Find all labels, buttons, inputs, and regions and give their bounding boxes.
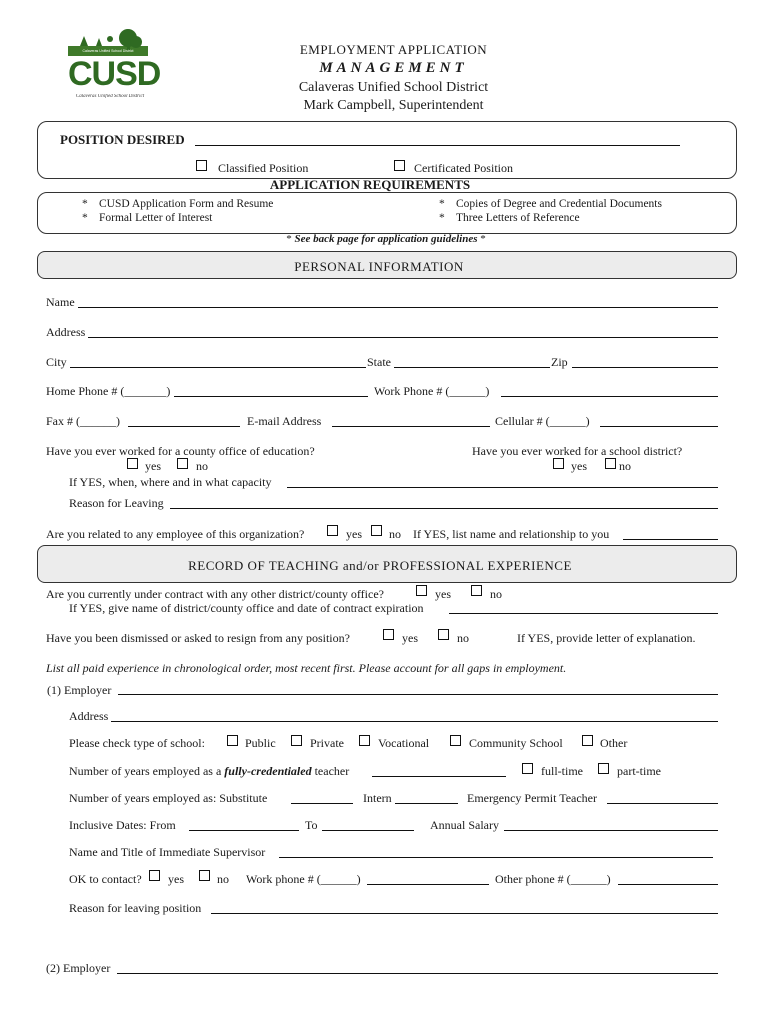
yes-label: yes: [168, 872, 184, 886]
intern-field[interactable]: [395, 803, 458, 804]
requirement-item: Formal Letter of Interest: [99, 212, 213, 224]
form-title: EMPLOYMENT APPLICATION: [299, 42, 488, 57]
date-from-field[interactable]: [189, 830, 299, 831]
requirement-item: Copies of Degree and Credential Documents: [456, 198, 662, 210]
contract-if-yes-label: If YES, give name of district/county office and date of contract expiration: [69, 601, 424, 615]
ok-contact-no-checkbox[interactable]: [199, 870, 210, 881]
no-label: no: [196, 459, 208, 473]
bullet-icon: *: [439, 212, 445, 224]
state-field[interactable]: [394, 367, 550, 368]
yes-label: yes: [145, 459, 161, 473]
position-desired-field[interactable]: [195, 145, 680, 146]
requirement-item: CUSD Application Form and Resume: [99, 198, 274, 210]
supervisor-field[interactable]: [279, 857, 713, 858]
requirement-item: Three Letters of Reference: [456, 212, 580, 224]
annual-salary-field[interactable]: [504, 830, 718, 831]
classified-label: Classified Position: [218, 161, 309, 175]
name-field[interactable]: [78, 307, 718, 308]
part-time-checkbox[interactable]: [598, 763, 609, 774]
certificated-label: Certificated Position: [414, 161, 513, 175]
employer-address-label: Address: [69, 709, 109, 723]
employer-2-label: (2) Employer: [46, 961, 111, 975]
employer-work-phone-field[interactable]: [367, 884, 489, 885]
school-type-option: Public: [245, 736, 276, 750]
zip-field[interactable]: [572, 367, 718, 368]
school-type-label: Please check type of school:: [69, 736, 205, 750]
guidelines-note: [2, 233, 770, 245]
county-yes-checkbox[interactable]: [127, 458, 138, 469]
email-field[interactable]: [332, 426, 490, 427]
years-substitute-label: Number of years employed as: Substitute: [69, 791, 268, 805]
state-label: State: [367, 355, 391, 369]
years-full-suffix: teacher: [314, 764, 350, 778]
emergency-permit-label: Emergency Permit Teacher: [467, 791, 597, 805]
school-type-option: Vocational: [378, 736, 430, 750]
public-checkbox[interactable]: [227, 735, 238, 746]
yes-label: yes: [346, 527, 362, 541]
vocational-checkbox[interactable]: [359, 735, 370, 746]
other-phone-field[interactable]: [618, 884, 718, 885]
district-name: Calaveras Unified School District: [298, 80, 489, 95]
employer-1-field[interactable]: [118, 694, 718, 695]
district-no-checkbox[interactable]: [605, 458, 616, 469]
school-type-option: Community School: [469, 736, 563, 750]
school-type-option: Private: [310, 736, 344, 750]
requirements-heading: APPLICATION REQUIREMENTS: [269, 177, 471, 192]
name-label: Name: [46, 295, 75, 309]
superintendent-name: Mark Campbell, Superintendent: [303, 98, 484, 113]
no-label: no: [490, 587, 502, 601]
work-phone-field[interactable]: [501, 396, 718, 397]
inclusive-dates-label: Inclusive Dates: From: [69, 818, 176, 832]
years-full-credentialed-field[interactable]: [372, 776, 506, 777]
logo-text: CUSD: [68, 55, 161, 93]
school-type-option: Other: [600, 736, 628, 750]
related-yes-checkbox[interactable]: [327, 525, 338, 536]
fax-field[interactable]: [128, 426, 240, 427]
full-time-checkbox[interactable]: [522, 763, 533, 774]
employer-address-field[interactable]: [111, 721, 718, 722]
intern-label: Intern: [363, 791, 392, 805]
bullet-icon: *: [439, 198, 445, 210]
position-desired-label: POSITION DESIRED: [60, 132, 185, 147]
yes-label: yes: [435, 587, 451, 601]
address-label: Address: [46, 325, 86, 339]
emergency-permit-field[interactable]: [607, 803, 718, 804]
years-full-emphasis: fully-credentialed: [224, 764, 312, 778]
classified-checkbox[interactable]: [196, 160, 207, 171]
experience-instructions: List all paid experience in chronological order, most recent first. Please account for all gaps in employment.: [46, 661, 567, 675]
years-substitute-field[interactable]: [291, 803, 353, 804]
county-no-checkbox[interactable]: [177, 458, 188, 469]
bullet-icon: *: [286, 233, 292, 245]
dismissed-question: Have you been dismissed or asked to resign from any position?: [46, 631, 350, 645]
no-label: no: [457, 631, 469, 645]
logo-subtext: Calaveras Unified School District: [75, 94, 145, 99]
address-field[interactable]: [88, 337, 718, 338]
dismissed-note: If YES, provide letter of explanation.: [517, 631, 696, 645]
employer-2-field[interactable]: [117, 973, 718, 974]
reason-leaving-position-field[interactable]: [211, 913, 718, 914]
date-to-field[interactable]: [322, 830, 414, 831]
logo-banner: Calaveras Unified School District: [82, 49, 134, 53]
reason-leaving-position-label: Reason for leaving position: [69, 901, 202, 915]
annual-salary-label: Annual Salary: [430, 818, 499, 832]
related-no-checkbox[interactable]: [371, 525, 382, 536]
work-phone-label: Work Phone # (______): [374, 384, 490, 398]
if-yes-capacity-label: If YES, when, where and in what capacity: [69, 475, 272, 489]
personal-info-heading: PERSONAL INFORMATION: [294, 259, 464, 274]
position-desired-box: [37, 121, 737, 179]
city-field[interactable]: [70, 367, 366, 368]
form-subtitle: MANAGEMENT: [319, 60, 468, 76]
cellular-label: Cellular # (______): [495, 414, 590, 428]
ok-contact-yes-checkbox[interactable]: [149, 870, 160, 881]
city-label: City: [46, 355, 67, 369]
no-label: no: [389, 527, 401, 541]
part-time-label: part-time: [617, 764, 661, 778]
date-to-label: To: [305, 818, 318, 832]
related-question: Are you related to any employee of this organization?: [46, 527, 305, 541]
yes-label: yes: [402, 631, 418, 645]
no-label: no: [217, 872, 229, 886]
supervisor-label: Name and Title of Immediate Supervisor: [69, 845, 266, 859]
employer-work-phone-label: Work phone # (______): [246, 872, 361, 886]
if-yes-capacity-field[interactable]: [287, 487, 718, 488]
private-checkbox[interactable]: [291, 735, 302, 746]
ok-contact-label: OK to contact?: [69, 872, 142, 886]
bullet-icon: *: [480, 233, 486, 245]
full-time-label: full-time: [541, 764, 583, 778]
contract-if-yes-field[interactable]: [449, 613, 718, 614]
bullet-icon: *: [82, 212, 88, 224]
yes-label: yes: [571, 459, 587, 473]
cellular-field[interactable]: [600, 426, 718, 427]
other-phone-label: Other phone # (______): [495, 872, 611, 886]
years-full-prefix: Number of years employed as a: [69, 764, 222, 778]
county-office-question: Have you ever worked for a county office of education?: [46, 444, 315, 458]
years-full-credentialed-label: [69, 764, 349, 778]
dismissed-yes-checkbox[interactable]: [383, 629, 394, 640]
dismissed-no-checkbox[interactable]: [438, 629, 449, 640]
reason-leaving-label: Reason for Leaving: [69, 496, 164, 510]
fax-label: Fax # (______): [46, 414, 120, 428]
certificated-checkbox[interactable]: [394, 160, 405, 171]
home-phone-label: Home Phone # (_______): [46, 384, 171, 398]
email-label: E-mail Address: [247, 414, 322, 428]
reason-leaving-field[interactable]: [170, 508, 718, 509]
related-if-yes-field[interactable]: [623, 539, 718, 540]
home-phone-field[interactable]: [174, 396, 368, 397]
experience-heading: RECORD OF TEACHING and/or PROFESSIONAL EXPERIENCE: [188, 558, 572, 573]
other-checkbox[interactable]: [582, 735, 593, 746]
contract-yes-checkbox[interactable]: [416, 585, 427, 596]
guidelines-note-text: See back page for application guidelines: [294, 233, 478, 245]
district-yes-checkbox[interactable]: [553, 458, 564, 469]
contract-no-checkbox[interactable]: [471, 585, 482, 596]
community-school-checkbox[interactable]: [450, 735, 461, 746]
related-if-yes-label: If YES, list name and relationship to you: [413, 527, 610, 541]
zip-label: Zip: [551, 355, 568, 369]
bullet-icon: *: [82, 198, 88, 210]
school-district-question: Have you ever worked for a school district?: [472, 444, 683, 458]
contract-question: Are you currently under contract with any other district/county office?: [46, 587, 384, 601]
no-label: no: [619, 459, 631, 473]
employer-1-label: (1) Employer: [47, 683, 112, 697]
